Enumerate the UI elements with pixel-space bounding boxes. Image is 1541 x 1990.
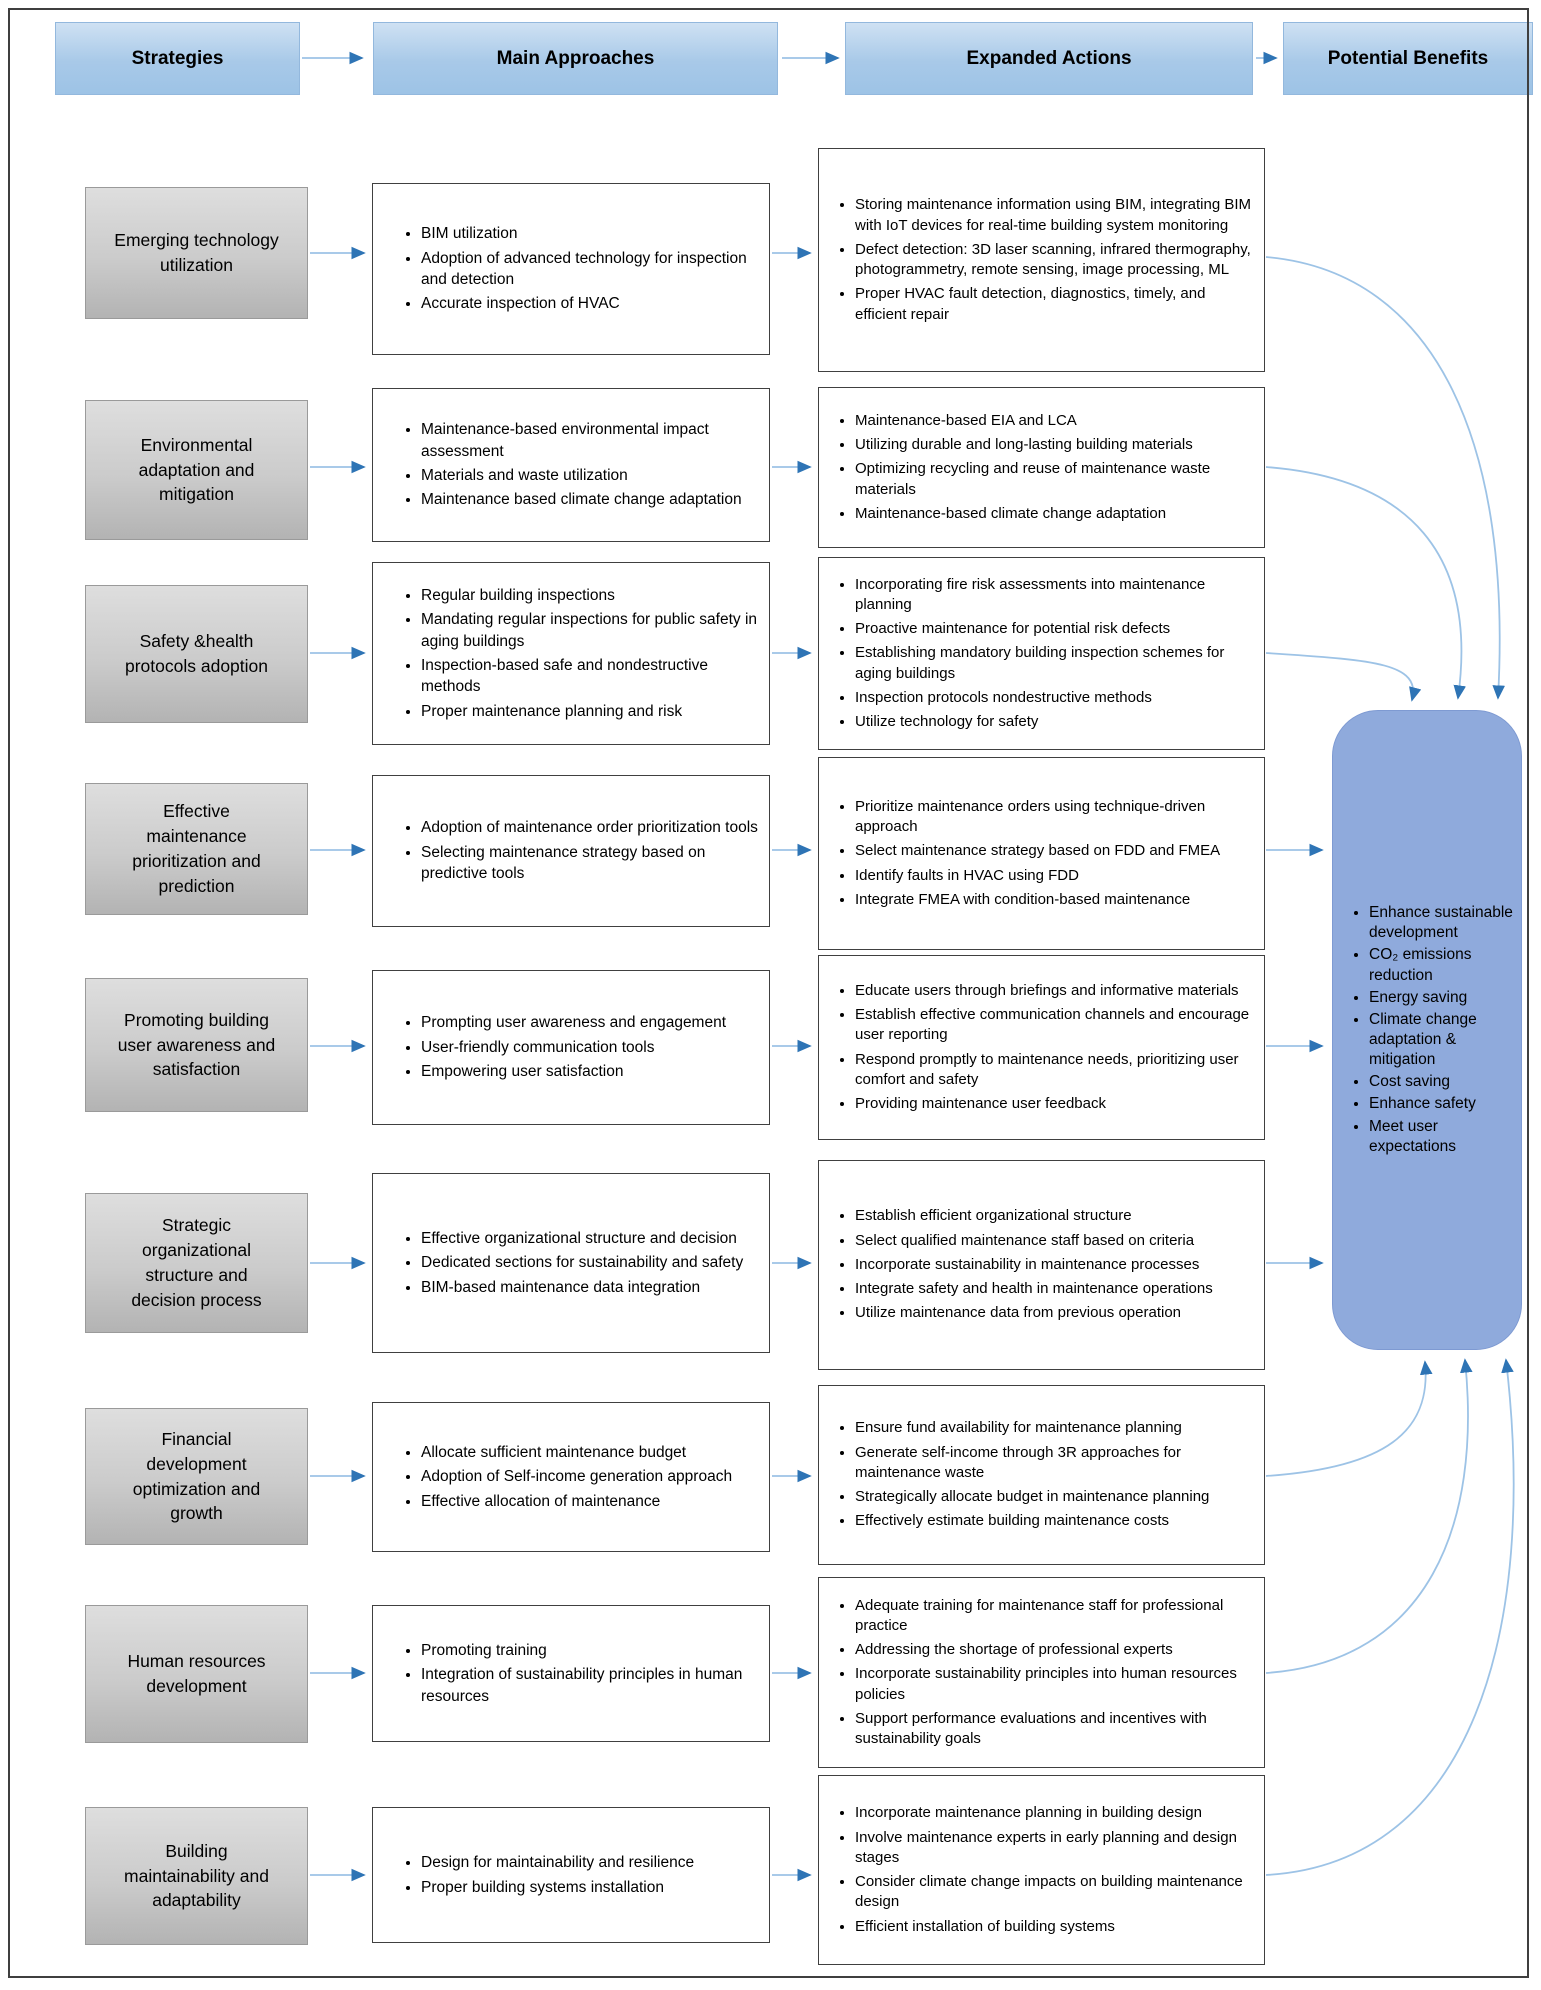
bullet-item: • Proper HVAC fault detection, diagnostics, timely, and efficient repair [855, 284, 1256, 325]
actions-box-row2 [818, 387, 1265, 548]
strategy-box-building-maintainability [85, 1807, 308, 1945]
bullet-item: • Proper maintenance planning and risk [421, 701, 759, 722]
actions-box-row1 [818, 148, 1265, 372]
approaches-list [373, 1003, 769, 1091]
bullet-item: • Incorporate maintenance planning in building design [855, 1803, 1256, 1823]
bullet-item: • Adoption of advanced technology for inspection and detection [421, 248, 759, 291]
header-expanded-actions [845, 22, 1253, 95]
strategy-box-maintenance-prioritization [85, 783, 308, 915]
bullet-item: • Inspection protocols nondestructive methods [855, 688, 1256, 708]
approaches-list [373, 576, 769, 731]
bullet-item: • Prioritize maintenance orders using technique-driven approach [855, 797, 1256, 838]
bullet-item: • Mandating regular inspections for public safety in aging buildings [421, 609, 759, 652]
bullet-item: • Promoting training [421, 1640, 759, 1661]
bullet-item: • Educate users through briefings and informative materials [855, 981, 1256, 1001]
approaches-list [373, 214, 769, 324]
header-strategies [55, 22, 300, 95]
bullet-item: • Selecting maintenance strategy based on predictive tools [421, 842, 759, 885]
bullet-item: • Incorporate sustainability principles into human resources policies [855, 1664, 1256, 1705]
approaches-box-row7 [372, 1402, 770, 1552]
bullet-item: • Support performance evaluations and incentives with sustainability goals [855, 1709, 1256, 1750]
approaches-box-row3 [372, 562, 770, 745]
header-label: Strategies [131, 47, 224, 69]
bullet-item: • Adoption of Self-income generation approach [421, 1466, 759, 1487]
bullet-item: • Incorporating fire risk assessments into maintenance planning [855, 575, 1256, 616]
bullet-item: • Materials and waste utilization [421, 465, 759, 486]
strategy-box-safety-health [85, 585, 308, 723]
approaches-list [373, 410, 769, 520]
bullet-item: • Efficient installation of building systems [855, 1917, 1256, 1937]
approaches-list [373, 808, 769, 893]
bullet-item: • Utilize maintenance data from previous operation [855, 1303, 1256, 1323]
bullet-item: • Defect detection: 3D laser scanning, infrared thermography, photogrammetry, remote sensing, image processing, ML [855, 240, 1256, 281]
actions-box-row4 [818, 757, 1265, 950]
approaches-box-row5 [372, 970, 770, 1125]
header-label: Main Approaches [496, 47, 655, 69]
approaches-box-row6 [372, 1173, 770, 1353]
bullet-item: • Design for maintainability and resilience [421, 1852, 759, 1873]
strategy-label: Building maintainability and adaptability [124, 1840, 269, 1911]
bullet-item: • Effective organizational structure and decision [421, 1228, 759, 1249]
bullet-item: • Enhance safety [1369, 1094, 1515, 1114]
bullet-item: • Proactive maintenance for potential risk defects [855, 619, 1256, 639]
strategy-label: Financial development optimization and growth [132, 1428, 261, 1524]
benefits-box [1332, 710, 1522, 1350]
bullet-item: • Regular building inspections [421, 585, 759, 606]
bullet-item: • Dedicated sections for sustainability and safety [421, 1252, 759, 1273]
bullet-item: • Establishing mandatory building inspection schemes for aging buildings [855, 643, 1256, 684]
connector-row8 [1266, 1360, 1468, 1673]
strategy-label: Strategic organizational structure and decision process [131, 1215, 262, 1310]
bullet-item: • Maintenance-based environmental impact assessment [421, 419, 759, 462]
approaches-list [373, 1843, 769, 1907]
bullet-item: • CO₂ emissions reduction [1369, 945, 1515, 985]
strategy-box-user-awareness [85, 978, 308, 1112]
bullet-item: • Providing maintenance user feedback [855, 1094, 1256, 1114]
approaches-list [373, 1219, 769, 1307]
bullet-item: • Climate change adaptation & mitigation [1369, 1010, 1515, 1070]
actions-box-row3 [818, 557, 1265, 750]
strategy-label: Human resources development [127, 1651, 266, 1696]
actions-list [819, 185, 1264, 335]
bullet-item: • Consider climate change impacts on building maintenance design [855, 1872, 1256, 1913]
bullet-item: • Addressing the shortage of professional experts [855, 1640, 1256, 1660]
actions-list [819, 971, 1264, 1125]
strategy-box-organizational-structure [85, 1193, 308, 1333]
bullet-item: • Utilize technology for safety [855, 712, 1256, 732]
bullet-item: • Meet user expectations [1369, 1117, 1515, 1157]
actions-box-row9 [818, 1775, 1265, 1965]
bullet-item: • Utilizing durable and long-lasting building materials [855, 435, 1256, 455]
approaches-box-row8 [372, 1605, 770, 1742]
connector-row2 [1266, 467, 1461, 698]
bullet-item: • Maintenance-based EIA and LCA [855, 411, 1256, 431]
connector-row1 [1266, 257, 1500, 698]
actions-list [819, 401, 1264, 534]
bullet-item: • Cost saving [1369, 1072, 1515, 1092]
bullet-item: • Enhance sustainable development [1369, 903, 1515, 943]
header-label: Potential Benefits [1327, 47, 1489, 69]
strategy-box-emerging-technology [85, 187, 308, 319]
bullet-item: • Proper building systems installation [421, 1877, 759, 1898]
actions-box-row5 [818, 955, 1265, 1140]
approaches-box-row2 [372, 388, 770, 542]
bullet-item: • Allocate sufficient maintenance budget [421, 1442, 759, 1463]
connector-row9 [1266, 1360, 1514, 1875]
bullet-item: • Ensure fund availability for maintenance planning [855, 1418, 1256, 1438]
bullet-item: • Energy saving [1369, 988, 1515, 1008]
bullet-item: • Empowering user satisfaction [421, 1061, 759, 1082]
bullet-item: • Optimizing recycling and reuse of maintenance waste materials [855, 459, 1256, 500]
bullet-item: • Effective allocation of maintenance [421, 1491, 759, 1512]
bullet-item: • Establish efficient organizational structure [855, 1206, 1256, 1226]
header-potential-benefits [1283, 22, 1533, 95]
actions-list [819, 1408, 1264, 1541]
bullet-item: • Maintenance-based climate change adaptation [855, 504, 1256, 524]
approaches-list [373, 1433, 769, 1521]
approaches-box-row4 [372, 775, 770, 927]
bullet-item: • Inspection-based safe and nondestructive methods [421, 655, 759, 698]
bullet-item: • Adequate training for maintenance staff for professional practice [855, 1596, 1256, 1637]
header-main-approaches [373, 22, 778, 95]
bullet-item: • Effectively estimate building maintenance costs [855, 1511, 1256, 1531]
actions-box-row6 [818, 1160, 1265, 1370]
bullet-item: • Storing maintenance information using BIM, integrating BIM with IoT devices for real-time building system monitoring [855, 195, 1256, 236]
bullet-item: • Integration of sustainability principles in human resources [421, 1664, 759, 1707]
actions-box-row7 [818, 1385, 1265, 1565]
actions-list [819, 565, 1264, 743]
bullet-item: • Accurate inspection of HVAC [421, 293, 759, 314]
strategy-label: Effective maintenance prioritization and prediction [132, 801, 261, 896]
bullet-item: • Adoption of maintenance order prioritization tools [421, 817, 759, 838]
bullet-item: • Select maintenance strategy based on FDD and FMEA [855, 841, 1256, 861]
approaches-box-row1 [372, 183, 770, 355]
bullet-item: • User-friendly communication tools [421, 1037, 759, 1058]
actions-box-row8 [818, 1577, 1265, 1768]
strategy-box-financial-development [85, 1408, 308, 1545]
bullet-item: • BIM utilization [421, 223, 759, 244]
bullet-item: • Integrate FMEA with condition-based maintenance [855, 890, 1256, 910]
header-label: Expanded Actions [966, 47, 1132, 69]
benefits-list [1333, 901, 1521, 1159]
strategy-box-human-resources [85, 1605, 308, 1743]
approaches-list [373, 1631, 769, 1716]
bullet-item: • Incorporate sustainability in maintenance processes [855, 1255, 1256, 1275]
bullet-item: • Generate self-income through 3R approaches for maintenance waste [855, 1443, 1256, 1484]
actions-list [819, 1196, 1264, 1333]
bullet-item: • Prompting user awareness and engagement [421, 1012, 759, 1033]
actions-list [819, 1586, 1264, 1760]
actions-list [819, 1793, 1264, 1947]
actions-list [819, 787, 1264, 920]
strategy-label: Safety &health protocols adoption [124, 631, 269, 676]
strategy-label: Emerging technology utilization [114, 230, 279, 275]
bullet-item: • Strategically allocate budget in maintenance planning [855, 1487, 1256, 1507]
bullet-item: • Involve maintenance experts in early planning and design stages [855, 1828, 1256, 1869]
strategy-label: Environmental adaptation and mitigation [138, 434, 255, 505]
bullet-item: • Integrate safety and health in maintenance operations [855, 1279, 1256, 1299]
strategy-label: Promoting building user awareness and satisfaction [117, 1009, 276, 1080]
connector-row7 [1266, 1362, 1426, 1476]
bullet-item: • Identify faults in HVAC using FDD [855, 866, 1256, 886]
bullet-item: • Select qualified maintenance staff based on criteria [855, 1231, 1256, 1251]
approaches-box-row9 [372, 1807, 770, 1943]
bullet-item: • Establish effective communication channels and encourage user reporting [855, 1005, 1256, 1046]
bullet-item: • Maintenance based climate change adaptation [421, 489, 759, 510]
connector-row3 [1266, 653, 1413, 700]
bullet-item: • BIM-based maintenance data integration [421, 1277, 759, 1298]
strategy-box-environmental-adaptation [85, 400, 308, 540]
bullet-item: • Respond promptly to maintenance needs, prioritizing user comfort and safety [855, 1050, 1256, 1091]
